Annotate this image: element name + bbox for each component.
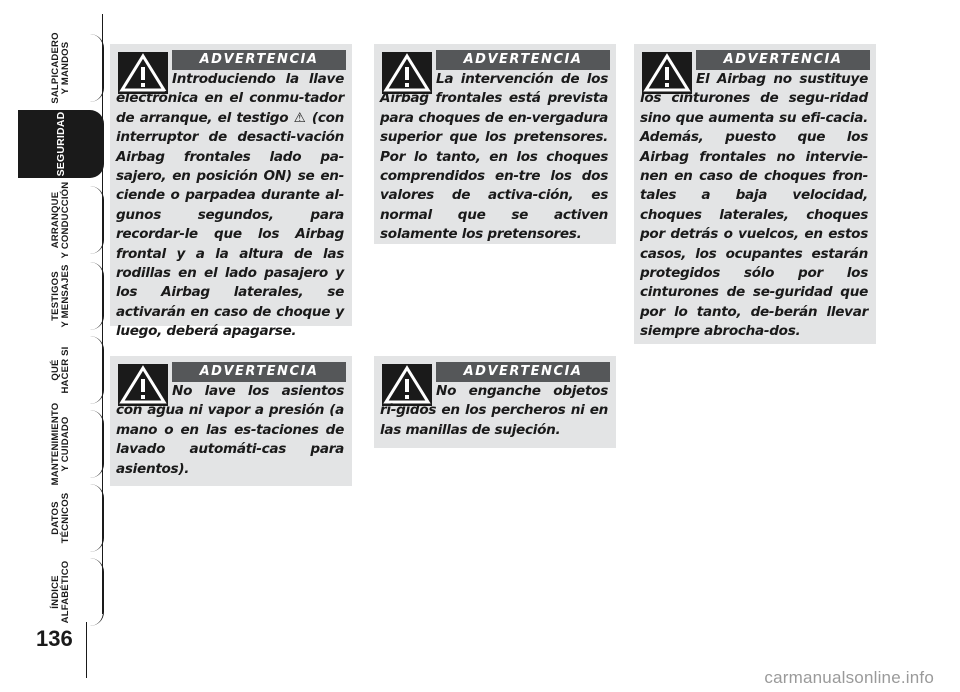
warning-box: [374, 356, 616, 448]
page-number: 136: [36, 626, 73, 651]
tab-indice[interactable]: [18, 558, 104, 626]
warning-text: No lave los asientos con agua ni vapor a presión (a mano o en las es-taciones de lavado automáti-cas para asientos).: [116, 383, 344, 477]
tab-label: DATOS TÉCNICOS: [50, 492, 71, 544]
tab-label: MANTENIMIENTO Y CUIDADO: [50, 402, 71, 486]
tab-arranque[interactable]: [18, 181, 104, 259]
warning-box: [374, 44, 616, 244]
warning-banner: ADVERTENCIA: [172, 362, 346, 382]
page-spine: [102, 14, 103, 614]
tab-mantenimiento[interactable]: [18, 402, 104, 486]
warning-text: La intervención de los Airbag frontales está prevista para choques de en-vergadura superior que los pretensores. Por lo tanto, en los choques comprendidos en-tre los dos valores de activa-ción, es normal que se activen solamente los pretensores.: [380, 71, 608, 243]
tab-label: ARRANQUE Y CONDUCCIÓN: [50, 181, 71, 259]
tab-seguridad[interactable]: [18, 110, 104, 178]
watermark: carmanualsonline.info: [764, 668, 934, 687]
warning-box: [110, 356, 352, 486]
tab-label: TESTIGOS Y MENSAJES: [50, 264, 71, 328]
tab-label: SALPICADERO Y MANDOS: [50, 32, 71, 104]
tab-label: SEGURIDAD: [55, 111, 67, 177]
warning-text: Introduciendo la llave electrónica en el conmu-tador de arranque, el testigo ⚠ (con interruptor de desacti-vación Airbag frontales lado pa-sajero, en posición ON) se en-ciende o parpadea durante al-gunos segundos, para recordar-le que los Airbag frontal y a la altura de las rodillas en el lado pasajero y los Airbag laterales, se activarán en caso de choque y luego, deberá apagarse.: [116, 71, 344, 340]
page-divider: [86, 622, 87, 678]
tab-testigos[interactable]: [18, 262, 104, 330]
warning-text: No enganche objetos rí-gidos en los percheros ni en las manillas de sujeción.: [380, 383, 608, 438]
tab-label: ÍNDICE ALFABÉTICO: [50, 560, 71, 624]
tab-datos-tecnicos[interactable]: [18, 484, 104, 552]
warning-box: [110, 44, 352, 340]
warning-banner: ADVERTENCIA: [172, 50, 346, 70]
tab-label: QUÉ HACER SI: [50, 346, 71, 394]
warning-banner: ADVERTENCIA: [436, 50, 610, 70]
warning-box: [634, 44, 876, 344]
warning-banner: ADVERTENCIA: [696, 50, 870, 70]
warning-banner: ADVERTENCIA: [436, 362, 610, 382]
warning-text: El Airbag no sustituye los cinturones de segu-ridad sino que aumenta su efi-cacia. Además, puesto que los Airbag frontales no intervie-nen en caso de choques fron-tales a baja velocidad, choques laterales, choques por detrás o vuelcos, en estos casos, los ocupantes estarán protegidos sólo por los cinturones de se-guridad que por lo tanto, de-berán llevar siempre abrocha-dos.: [640, 71, 868, 340]
